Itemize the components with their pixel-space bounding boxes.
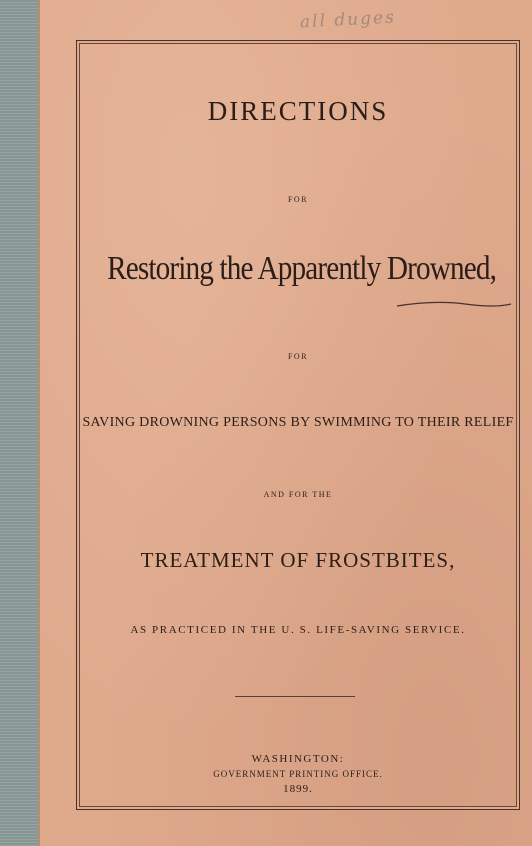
practice-line: AS PRACTICED IN THE U. S. LIFE-SAVING SERVICE. [130,624,466,636]
secondary-title: TREATMENT OF FROSTBITES, [140,548,456,572]
imprint-publisher: GOVERNMENT PRINTING OFFICE. [213,769,383,779]
main-title: Restoring the Apparently Drowned, [107,250,497,287]
book-spine [0,0,38,846]
imprint-place: WASHINGTON: [251,753,345,765]
heading-directions: DIRECTIONS [207,96,389,126]
pencil-annotation: all duges [299,7,397,33]
imprint-year: 1899. [283,783,313,795]
decorative-underline-stroke [395,298,515,312]
connector-and-for-the: AND FOR THE [263,490,333,499]
connector-for-1: FOR [287,195,309,204]
subtitle-saving: SAVING DROWNING PERSONS BY SWIMMING TO THEIR RELIEF [82,415,514,430]
title-page [40,0,532,846]
divider-rule [235,696,355,697]
connector-for-2: FOR [287,352,309,361]
